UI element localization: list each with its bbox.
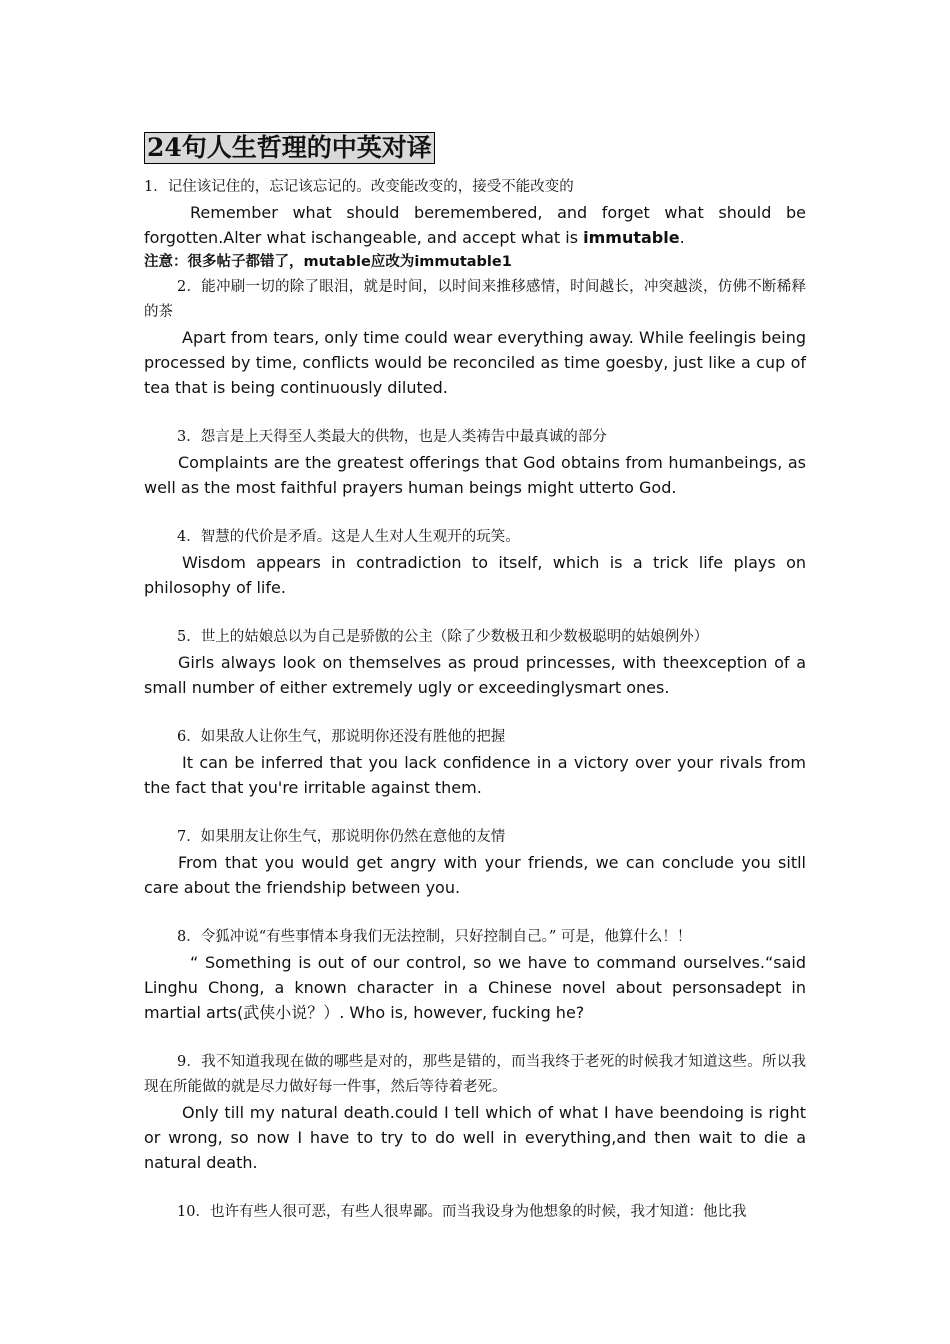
spacer [144,900,806,925]
spacer [144,600,806,625]
item-7-english: From that you would get angry with your friends, we can conclude you sitll care about the friendship between you. [144,853,806,897]
item-1-english-end: . [679,228,685,247]
item-1-english-text: Remember what should beremembered, and forget what should be forgotten.Alter what ischangeable, and accept what is [144,203,806,247]
spacer [144,1025,806,1050]
spacer [144,400,806,425]
item-1-english [144,200,806,250]
item-4-english: Wisdom appears in contradiction to itself, which is a trick life plays on philosophy of life. [144,553,806,597]
item-3-english: Complaints are the greatest offerings that God obtains from humanbeings, as well as the most faithful prayers human beings might utterto God. [144,453,806,497]
document-page [144,132,806,1225]
item-8-chinese: 8．令狐冲说“有些事情本身我们无法控制，只好控制自己。” 可是，他算什么！！ [177,929,692,945]
spacer [144,800,806,825]
item-6-english: It can be inferred that you lack confidence in a victory over your rivals from the fact that you're irritable against them. [144,753,806,797]
item-5-chinese: 5．世上的姑娘总以为自己是骄傲的公主（除了少数极丑和少数极聪明的姑娘例外） [177,629,709,645]
item-1-note: 注意：很多帖子都错了，mutable应改为immutable1 [144,254,512,270]
item-1-chinese: 1．记住该记住的，忘记该忘记的。改变能改变的，接受不能改变的 [144,179,574,195]
item-2-english: Apart from tears, only time could wear everything away. While feelingis being processed by time, conflicts would be reconciled as time goesby, just like a cup of tea that is being continuously diluted. [144,328,806,397]
document-title: 24句人生哲理的中英对译 [144,132,435,164]
item-5-english: Girls always look on themselves as proud princesses, with theexception of a small number of either extremely ugly or exceedinglysmart ones. [144,653,806,697]
item-3-chinese: 3．怨言是上天得至人类最大的供物，也是人类祷告中最真诚的部分 [177,429,607,445]
spacer [144,1175,806,1200]
item-9-english: Only till my natural death.could I tell which of what I have beendoing is right or wrong, so now I have to try to do well in everything,and then wait to die a natural death. [144,1103,806,1172]
spacer [144,500,806,525]
item-8-english: “ Something is out of our control, so we have to command ourselves.“said Linghu Chong, a known character in a Chinese novel about personsadept in martial arts(武侠小说？）. Who is, however, fucking he? [144,953,806,1022]
item-1-english-bold: immutable [583,228,680,247]
item-10-chinese: 10．也许有些人很可恶，有些人很卑鄙。而当我设身为他想象的时候，我才知道：他比我 [177,1204,747,1220]
item-9-chinese: 9．我不知道我现在做的哪些是对的，那些是错的，而当我终于老死的时候我才知道这些。所以我现在所能做的就是尽力做好每一件事，然后等待着老死。 [144,1054,806,1095]
spacer [144,700,806,725]
item-4-chinese: 4．智慧的代价是矛盾。这是人生对人生观开的玩笑。 [177,529,520,545]
item-7-chinese: 7．如果朋友让你生气，那说明你仍然在意他的友情 [177,829,506,845]
item-6-chinese: 6．如果敌人让你生气，那说明你还没有胜他的把握 [177,729,506,745]
item-2-chinese: 2．能冲刷一切的除了眼泪，就是时间，以时间来推移感情，时间越长，冲突越淡，仿佛不断稀释的茶 [144,279,806,320]
